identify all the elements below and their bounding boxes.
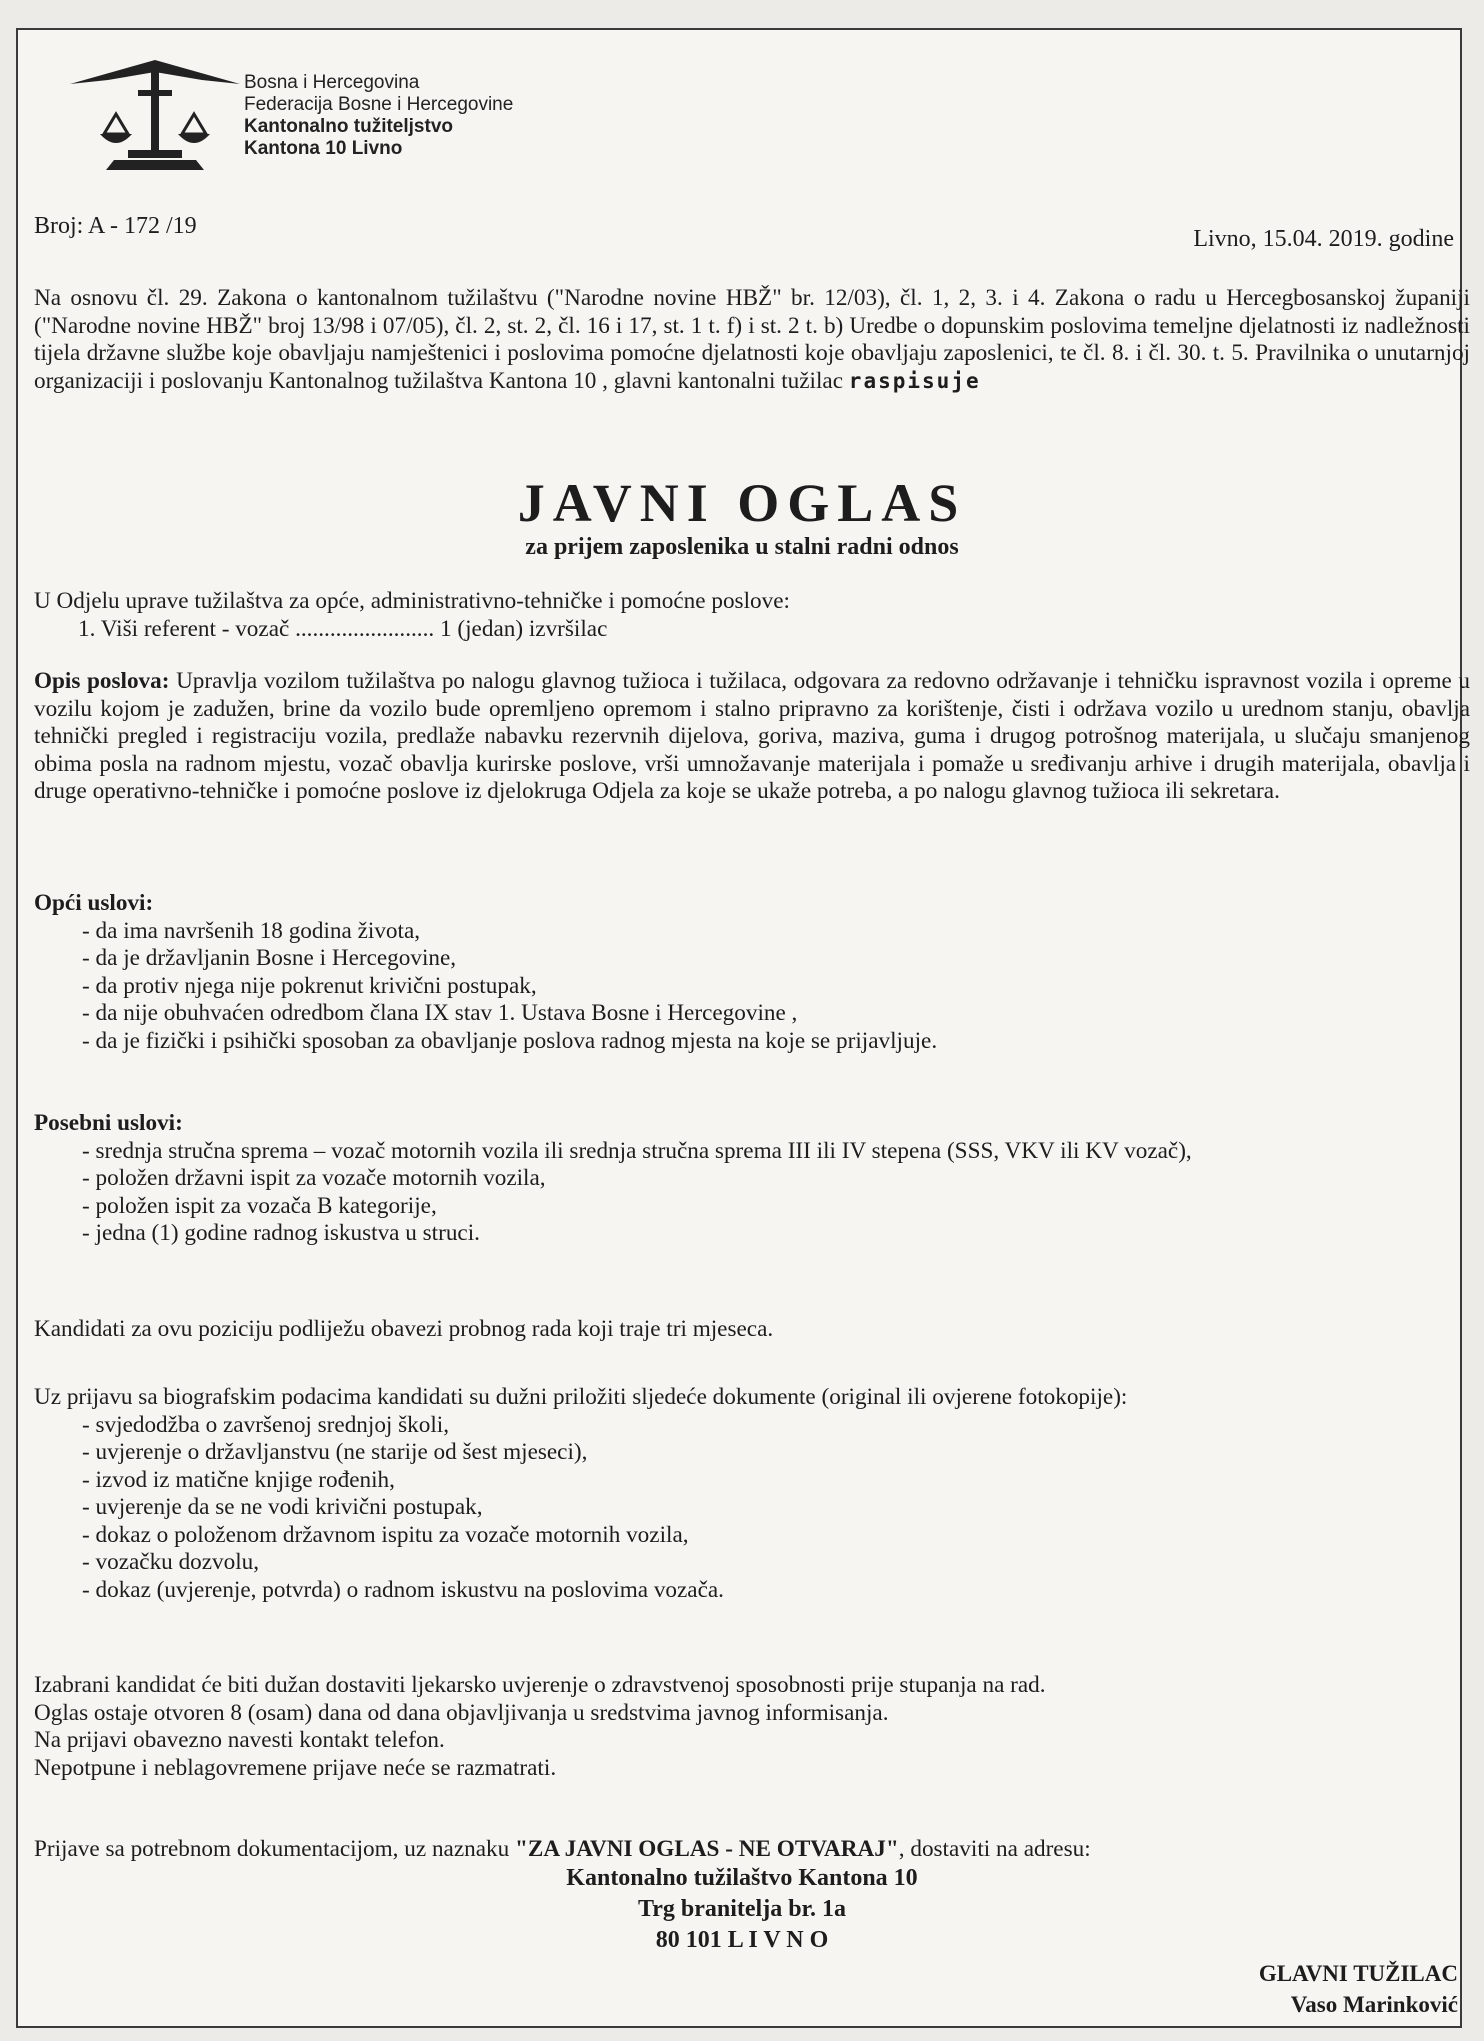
place-date: Livno, 15.04. 2019. godine	[1193, 226, 1454, 252]
org-line-country: Bosna i Hercegovina	[244, 72, 420, 93]
special-conditions	[34, 1110, 1470, 1248]
address-line: 80 101 L I V N O	[655, 1927, 829, 1953]
list-item: - izvod iz matične knjige rođenih,	[82, 1466, 395, 1493]
list-item: - jedna (1) godine radnog iskustva u struci.	[82, 1220, 480, 1246]
general-conditions-label: Opći uslovi:	[34, 890, 154, 916]
org-line-canton: Kantona 10 Livno	[244, 138, 403, 159]
list-item: - položen ispit za vozača B kategorije,	[82, 1192, 437, 1219]
job-description	[34, 668, 1470, 806]
notice-subtitle: za prijem zaposlenika u stalni radni odnos	[525, 534, 959, 560]
general-conditions	[34, 890, 1470, 1055]
submission-before: Prijave sa potrebnom dokumentacijom, uz naznaku	[34, 1836, 516, 1862]
list-item: - dokaz o položenom državnom ispitu za vozače motornih vozila,	[82, 1521, 689, 1548]
note-line: Oglas ostaje otvoren 8 (osam) dana od dana objavljivanja u sredstvima javnog informisanja.	[34, 1699, 889, 1726]
list-item: - vozačku dozvolu,	[82, 1549, 260, 1575]
job-description-text: Upravlja vozilom tužilaštva po nalogu glavnog tužioca i tužilaca, odgovara za redovno održavanje i tehničku ispravnost vozila i opreme u vozilu kojom je zadužen, brine da vozilo bude opremljeno opremom i stalno pripravno za korištenje, čisti i održava vozilo u urednom stanju, obavlja tehnički pregled i registraciju vozila, predlaže nabavku rezervnih dijelova, goriva, maziva, guma i drugog potrošnog materijala, u slučaju smanjenog obima posla na radnom mjestu, vozač obavlja kurirske poslove, vrši umnožavanje materijala i pomaže u sređivanju arhive i drugih materijala, obavlja i druge operativno-tehničke i pomoćne poslove iz djelokruga Odjela za koje se ukaže potreba, a po nalogu glavnog tužioca ili sekretara.	[34, 668, 1470, 804]
list-item: - svjedodžba o završenoj srednjoj školi,	[82, 1411, 450, 1438]
position-line: 1. Viši referent - vozač ........................ 1 (jedan) izvršilac	[78, 615, 608, 642]
intro-text: Na osnovu čl. 29. Zakona o kantonalnom tužilaštvu ("Narodne novine HBŽ" br. 12/03), čl. 1, 2, 3. i 4. Zakona o radu u Hercegbosanskoj županiji ("Narodne novine HBŽ" broj 13/98 i 07/05), čl. 2, st. 2, čl. 16 i 17, st. 1 t. f) i st. 2 t. b) Uredbe o dopunskim poslovima temeljne djelatnosti iz nadležnosti tijela državne službe koje obavljaju namještenici i poslovima pomoćne djelatnosti koje obavljaju zaposlenici, te čl. 8. i čl. 30. t. 5. Pravilnika o unutarnjoj organizaciji i poslovanju Kantonalnog tužilaštva Kantona 10 , glavni kantonalni tužilac	[34, 285, 1470, 394]
required-documents-intro: Uz prijavu sa biografskim podacima kandidati su dužni priložiti sljedeće dokumente (original ili ovjerene fotokopije):	[34, 1384, 1128, 1410]
submission-after: , dostaviti na adresu:	[898, 1836, 1091, 1862]
list-item: - srednja stručna sprema – vozač motornih vozila ili srednja stručna sprema III ili IV stepena (SSS, VKV ili KV vozač),	[82, 1137, 1192, 1164]
org-line-office: Kantonalno tužiteljstvo	[244, 116, 453, 137]
note-line: Nepotpune i neblagovremene prijave neće se razmatrati.	[34, 1754, 557, 1781]
required-documents	[34, 1384, 1470, 1604]
job-description-label: Opis poslova:	[34, 668, 170, 694]
list-item: - da protiv njega nije pokrenut krivični postupak,	[82, 972, 537, 999]
notice-title: JAVNI OGLAS	[517, 473, 967, 533]
department-line: U Odjelu uprave tužilaštva za opće, administrativno-tehničke i pomoćne poslove:	[34, 588, 790, 614]
submission-marker: "ZA JAVNI OGLAS - NE OTVARAJ"	[515, 1836, 899, 1862]
signature-block	[1259, 1958, 1458, 2020]
closing-notes	[34, 1672, 1470, 1782]
list-item: - da je fizički i psihički sposoban za obavljanje poslova radnog mjesta na koje se prijavljuje.	[82, 1027, 938, 1054]
signature-role: GLAVNI TUŽILAC	[1258, 1961, 1458, 1986]
special-conditions-label: Posebni uslovi:	[34, 1110, 183, 1136]
address-block	[0, 1863, 1484, 1956]
submission-line	[34, 1836, 1470, 1864]
probation-note: Kandidati za ovu poziciju podliježu obavezi probnog rada koji traje tri mjeseca.	[34, 1316, 774, 1342]
list-item: - uvjerenje o državljanstvu (ne starije od šest mjeseci),	[82, 1439, 588, 1465]
address-line: Kantonalno tužilaštvo Kantona 10	[566, 1865, 918, 1891]
list-item: - uvjerenje da se ne vodi krivični postupak,	[82, 1494, 483, 1520]
list-item: - da je državljanin Bosne i Hercegovine,	[82, 945, 457, 971]
intro-paragraph	[34, 285, 1470, 395]
signature-name: Vaso Marinković	[1290, 1992, 1458, 2017]
reference-number: Broj: A - 172 /19	[34, 213, 197, 239]
org-line-federation: Federacija Bosne i Hercegovine	[244, 94, 514, 115]
organization-block	[244, 72, 513, 160]
scales-of-justice-icon	[70, 60, 240, 170]
list-item: - da nije obuhvaćen odredbom člana IX stav 1. Ustava Bosne i Hercegovine ,	[82, 1000, 798, 1026]
list-item: - dokaz (uvjerenje, potvrda) o radnom iskustvu na poslovima vozača.	[82, 1576, 724, 1603]
note-line: Na prijavi obavezno navesti kontakt telefon.	[34, 1727, 445, 1753]
department-block	[34, 588, 1470, 643]
address-line: Trg branitelja br. 1a	[638, 1896, 846, 1922]
note-line: Izabrani kandidat će biti dužan dostaviti ljekarsko uvjerenje o zdravstvenoj sposobnosti prije stupanja na rad.	[34, 1672, 1046, 1698]
list-item: - da ima navršenih 18 godina života,	[82, 917, 421, 944]
intro-verb: raspisuje	[848, 368, 981, 393]
list-item: - položen državni ispit za vozače motornih vozila,	[82, 1165, 546, 1191]
